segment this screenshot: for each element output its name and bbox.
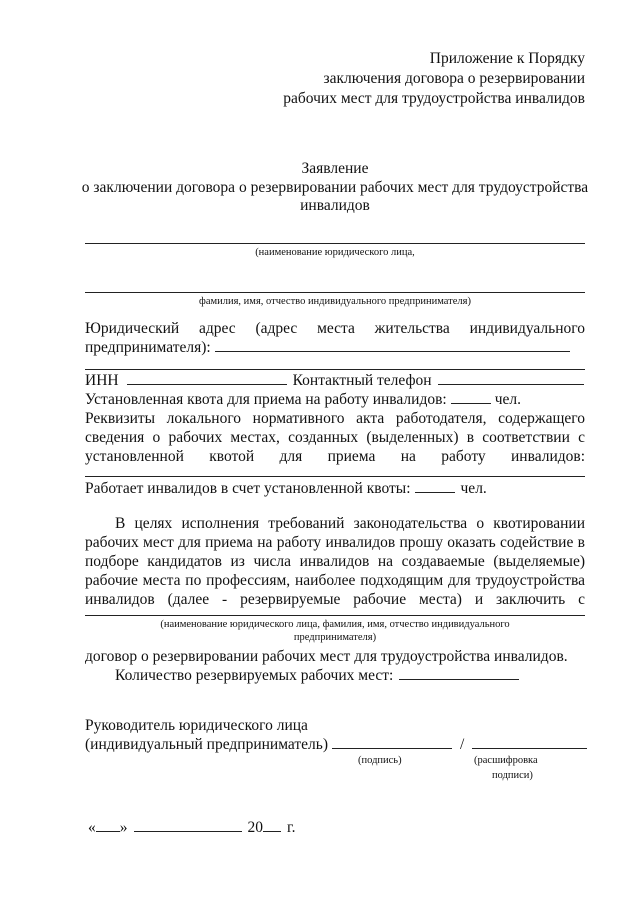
legal-name-caption: (наименование юридического лица, — [255, 247, 415, 258]
appendix-line-3: рабочих мест для трудоустройства инвалидов — [283, 90, 585, 107]
legal-name-line[interactable] — [85, 243, 585, 244]
body-line-1: В целях исполнения требований законодательства о квотировании — [115, 515, 585, 532]
phone-label: Контактный телефон — [292, 372, 432, 389]
appendix-line-2: заключения договора о резервировании — [323, 70, 585, 87]
rekv-line-3: установленной квотой для приема на работу инвалидов: — [85, 448, 585, 465]
signature-field[interactable] — [332, 736, 452, 749]
document-subtitle-line-1: о заключении договора о резервировании рабочих мест для трудоустройства — [81, 179, 589, 196]
document-subtitle-line-2: инвалидов — [300, 197, 370, 214]
date-year-prefix: 20 — [247, 819, 263, 836]
quota-unit: чел. — [494, 391, 522, 408]
inn-field[interactable] — [127, 372, 287, 385]
date-month-field[interactable] — [134, 819, 242, 832]
quota-label: Установленная квота для приема на работу инвалидов: — [85, 391, 447, 408]
counterparty-caption-2: предпринимателя) — [293, 632, 377, 643]
employed-unit: чел. — [460, 480, 487, 497]
document-title: Заявление — [301, 160, 369, 177]
rekv-line-1: Реквизиты локального нормативного акта работодателя, содержащего — [85, 410, 585, 427]
head-label-line-1: Руководитель юридического лица — [85, 717, 308, 734]
contract-text: договор о резервировании рабочих мест для трудоустройства инвалидов. — [85, 648, 568, 665]
date-year-field[interactable] — [263, 819, 281, 832]
decode-caption-2: подписи) — [492, 770, 533, 781]
counterparty-caption-1: (наименование юридического лица, фамилия, имя, отчество индивидуального — [160, 619, 510, 630]
appendix-line-1: Приложение к Порядку — [429, 50, 585, 67]
signature-caption: (подпись) — [358, 755, 402, 766]
head-label-line-2: (индивидуальный предприниматель) — [85, 736, 329, 753]
body-line-4: рабочие места по профессиям, наиболее подходящим для трудоустройства — [85, 572, 585, 589]
date-open-quote: « — [88, 819, 96, 836]
address-field[interactable] — [215, 339, 570, 352]
address-label-line-1: Юридический адрес (адрес места жительства индивидуального — [85, 320, 585, 337]
quota-field[interactable] — [451, 391, 491, 404]
body-line-2: рабочих мест для приема на работу инвалидов прошу оказать содействие в — [85, 534, 585, 551]
date-year-suffix: г. — [287, 819, 296, 836]
phone-field[interactable] — [438, 372, 584, 385]
fio-ip-line[interactable] — [85, 292, 585, 293]
body-line-5: инвалидов (далее - резервируемые рабочие места) и заключить с — [85, 591, 585, 608]
employed-label: Работает инвалидов в счет установленной квоты: — [85, 480, 411, 497]
decode-caption-1: (расшифровка — [474, 755, 538, 766]
date-day-field[interactable] — [96, 819, 120, 832]
body-line-3: подборе кандидатов из числа инвалидов на создаваемые (выделяемые) — [85, 553, 585, 570]
inn-label: ИНН — [85, 372, 119, 389]
count-field[interactable] — [399, 667, 519, 680]
counterparty-field[interactable] — [85, 615, 585, 616]
rekv-line-2: сведения о рабочих местах, созданных (выделенных) в соответствии с — [85, 429, 585, 446]
signature-slash: / — [460, 736, 465, 753]
employed-field[interactable] — [415, 480, 455, 493]
date-close-quote: » — [119, 819, 128, 836]
address-label-line-2: предпринимателя): — [85, 339, 211, 356]
rekv-field[interactable] — [85, 476, 585, 477]
count-label: Количество резервируемых рабочих мест: — [115, 667, 394, 684]
fio-ip-caption: фамилия, имя, отчество индивидуального предпринимателя) — [199, 296, 471, 307]
address-continuation-line[interactable] — [85, 369, 585, 370]
signature-decode-field[interactable] — [472, 736, 587, 749]
